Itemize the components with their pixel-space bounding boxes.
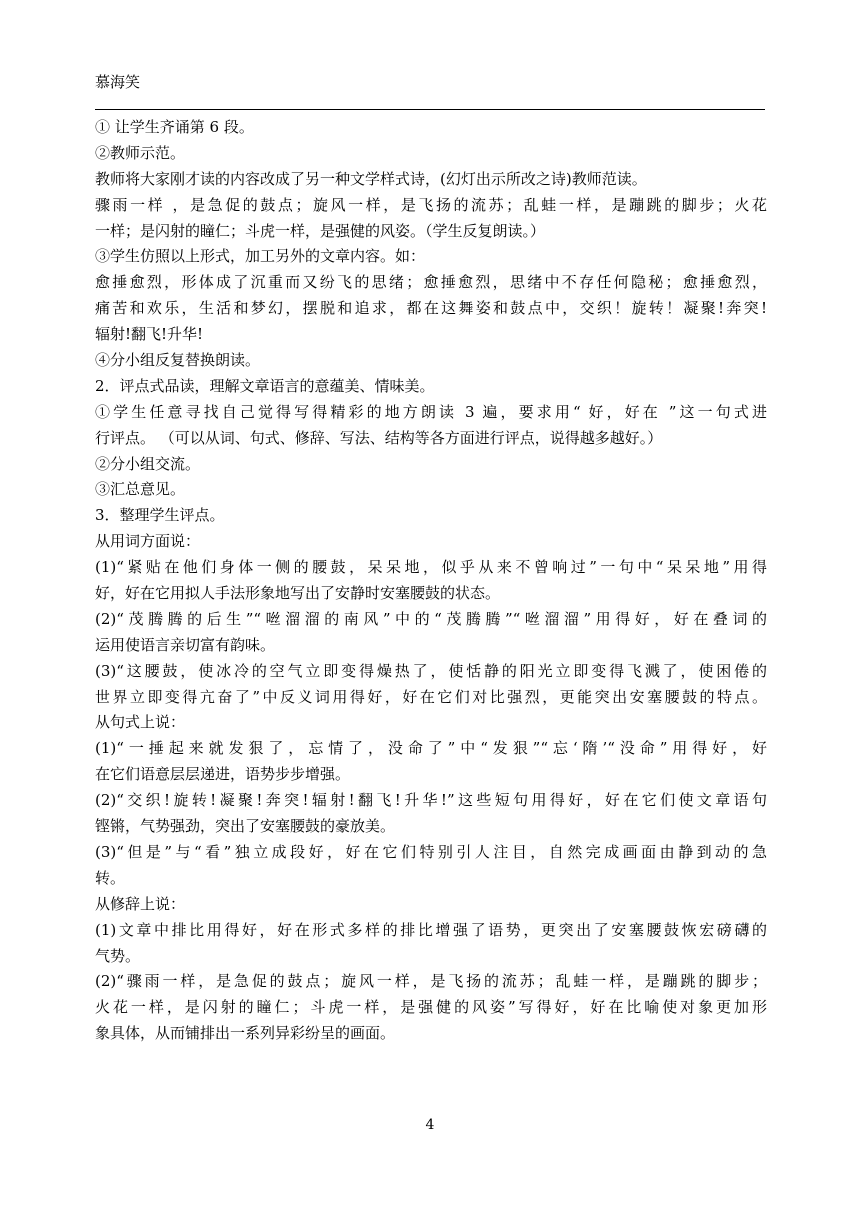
body-text-line: 行评点。 （可以从词、句式、修辞、写法、结构等各方面进行评点，说得越多越好。）	[95, 428, 663, 447]
body-text-line: 铿锵，气势强劲，突出了安塞腰鼓的豪放美。	[95, 817, 396, 836]
body-text-line: 从修辞上说：	[95, 894, 186, 913]
body-text-line: ①学生任意寻找自己觉得写得精彩的地方朗读 3 遍，要求用“ 好，好在 ”这一句式进	[95, 402, 767, 421]
body-text-line: 象具体，从而铺排出一系列异彩纷呈的画面。	[95, 1024, 396, 1043]
body-text-line: 世界立即变得亢奋了”中反义词用得好，好在它们对比强烈，更能突出安塞腰鼓的特点。	[95, 687, 767, 706]
document-body	[95, 115, 767, 1047]
body-text-line: (2)“交织!旋转!凝聚!奔突!辐射!翻飞!升华!”这些短句用得好，好在它们使文章语句	[95, 791, 767, 810]
body-text-line: 骤雨一样 ，是急促的鼓点；旋风一样，是飞扬的流苏；乱蛙一样，是蹦跳的脚步；火花	[95, 195, 767, 214]
body-text-line: 火花一样，是闪射的瞳仁；斗虎一样，是强健的风姿”写得好，好在比喻使对象更加形	[95, 998, 767, 1017]
body-text-line: (2)“茂腾腾的后生”“咝溜溜的南风”中的“茂腾腾”“咝溜溜”用得好，好在叠词的	[95, 609, 767, 628]
header-author: 慕海笑	[95, 73, 141, 91]
body-text-line: (1)“紧贴在他们身体一侧的腰鼓，呆呆地，似乎从来不曾响过”一句中“呆呆地”用得	[95, 558, 767, 577]
body-text-line: (1)文章中排比用得好，好在形式多样的排比增强了语势，更突出了安塞腰鼓恢宏磅礴的	[95, 920, 767, 939]
body-text-line: (3)“这腰鼓，使冰冷的空气立即变得燥热了，使恬静的阳光立即变得飞溅了，使困倦的	[95, 661, 767, 680]
body-text-line: 3．整理学生评点。	[95, 506, 225, 525]
body-text-line: 在它们语意层层递进，语势步步增强。	[95, 765, 351, 784]
body-text-line: 气势。	[95, 946, 141, 965]
body-text-line: (3)“但是”与“看”独立成段好，好在它们特别引人注目，自然完成画面由静到动的急	[95, 842, 767, 861]
body-text-line: 辐射!翻飞!升华!	[95, 325, 204, 344]
body-text-line: 运用使语言亲切富有韵味。	[95, 635, 276, 654]
body-text-line: 从句式上说：	[95, 713, 186, 732]
body-text-line: ③学生仿照以上形式，加工另外的文章内容。如：	[95, 247, 426, 266]
body-text-line: 教师将大家刚才读的内容改成了另一种文学样式诗，(幻灯出示所改之诗)教师范读。	[95, 169, 647, 188]
body-text-line: ④分小组反复替换朗读。	[95, 351, 261, 370]
body-text-line: 痛苦和欢乐，生活和梦幻，摆脱和追求，都在这舞姿和鼓点中，交织！旋转！凝聚!奔突!	[95, 299, 767, 318]
body-text-line: ②教师示范。	[95, 143, 186, 162]
body-text-line: 转。	[95, 868, 126, 887]
body-text-line: 好，好在它用拟人手法形象地写出了安静时安塞腰鼓的状态。	[95, 584, 501, 603]
body-text-line: ②分小组交流。	[95, 454, 201, 473]
header-divider	[95, 109, 765, 110]
body-text-line: (2)“骤雨一样，是急促的鼓点；旋风一样，是飞扬的流苏；乱蛙一样，是蹦跳的脚步；	[95, 972, 767, 991]
body-text-line: 一样；是闪射的瞳仁；斗虎一样，是强健的风姿。（学生反复朗读。）	[95, 221, 546, 240]
body-text-line: ① 让学生齐诵第 6 段。	[95, 118, 254, 136]
body-text-line: (1)“一捶起来就发狠了，忘情了，没命了”中“发狠”“忘‘隋’“没命”用得好，好	[95, 739, 767, 758]
body-text-line: 愈捶愈烈，形体成了沉重而又纷飞的思绪；愈捶愈烈，思绪中不存任何隐秘；愈捶愈烈，	[95, 273, 767, 292]
page-number: 4	[425, 1117, 435, 1133]
body-text-line: 从用词方面说：	[95, 532, 201, 551]
body-text-line: ③汇总意见。	[95, 480, 186, 499]
body-text-line: 2．评点式品读，理解文章语言的意蕴美、情味美。	[95, 376, 435, 395]
